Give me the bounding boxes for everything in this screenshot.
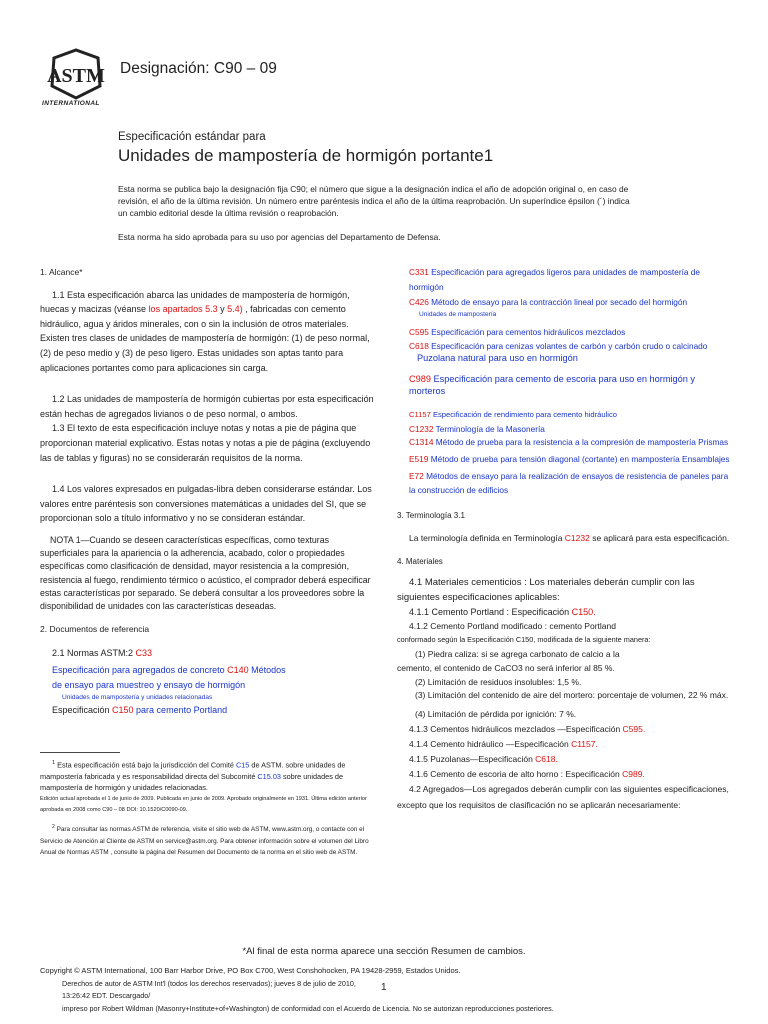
link-c140[interactable]: C140 [227, 665, 249, 676]
logo-text: INTERNATIONAL [42, 100, 100, 107]
section-1-4: 1.4 Los valores expresados en pulgadas-libra deben considerarse estándar. Los valores entre paréntesis son conversiones matemáticas a unidades del SI, que se proporcionan solo a título informativo y no se consideran estándar. [40, 484, 372, 524]
footnotes [40, 758, 375, 859]
section-1-2: 1.2 Las unidades de mampostería de hormigón cubiertas por esta especificación están hechas de agregados livianos o de peso normal, o ambos. [40, 394, 374, 419]
ref-c426[interactable]: C426 Método de ensayo para la contracción lineal por secado del hormigón [409, 297, 688, 307]
footnote-rule [40, 752, 120, 753]
footnote-2: $^2$ Para consultar las normas ASTM de referencia, visite el sitio web de ASTM, www.astm.org, o contacte con el Servicio de Atención al Cliente de ASTM en service@astm.org. Para obtener información sobre el volumen del Libro Anual de Normas ASTM , consulte la página del Resumen del Documento de la norma en el sitio web de ASTM. [40, 823, 369, 857]
link-c33[interactable]: C33 [135, 647, 153, 658]
intro-dod-note: Esta norma ha sido aprobada para su uso por agencias del Departamento de Defensa. [118, 232, 441, 242]
page-number: 1 [381, 982, 387, 993]
designation: Designación: C90 – 09 [120, 60, 277, 77]
ref-c1157[interactable]: C1157 Especificación de rendimiento para cemento hidráulico [409, 409, 617, 419]
ref-c140: Especificación para agregados de concreto C140 Métodos [52, 665, 286, 676]
link-5-4[interactable]: 5.4) [227, 304, 243, 315]
ref-c1232[interactable]: C1232 Terminología de la Masonería [409, 423, 545, 434]
section-4-1-3: 4.1.3 Cementos hidráulicos mezclados —Especificación C595. [409, 724, 646, 735]
section-3-heading: 3. Terminología 3.1 [397, 510, 465, 520]
ref-c595[interactable]: C595 Especificación para cementos hidráulicos mezclados [409, 326, 626, 337]
summary-of-changes-note: *Al final de esta norma aparece una sección Resumen de cambios. [242, 946, 526, 957]
section-3-1: La terminología definida en Terminología C1232 se aplicará para esta especificación. [409, 533, 730, 544]
note-1: NOTA 1—Cuando se deseen características específicas, como texturas superficiales para la apariencia o la adherencia, acabado, color o propiedades específicas como clasificación de densidad, mayor resistencia a la compresión, resistencia al fuego, rendimiento térmico o acústico, el comprador deberá especificar estas características por separado. Se deberá consultar a los proveedores sobre la disponibilidad de unidades con las características deseadas. [40, 534, 371, 611]
link-c989[interactable]: C989. [622, 769, 645, 780]
section-4-1-1: 4.1.1 Cemento Portland : Especificación C150. [409, 607, 596, 618]
link-c1157[interactable]: C1157. [571, 739, 598, 750]
rights-line: Derechos de autor de ASTM Int'l (todos los derechos reservados); jueves 8 de julio de 2010, 13:26:42 EDT. Descargado/ [62, 979, 356, 1000]
link-c595[interactable]: C595. [622, 724, 646, 735]
ref-c140-cont2[interactable]: Unidades de mampostería y unidades relacionadas [62, 693, 213, 701]
section-4-1: 4.1 Materiales cementicios : Los materiales deberán cumplir con las siguientes especificaciones aplicables: [397, 577, 695, 604]
section-4-1-6: 4.1.6 Cemento de escoria de alto horno : Especificación C989. [409, 769, 645, 780]
ref-c618-cont[interactable]: Puzolana natural para uso en hormigón [417, 352, 578, 363]
section-2-heading: 2. Documentos de referencia [40, 624, 150, 635]
link-c1232[interactable]: C1232 [564, 533, 590, 544]
section-2-1: 2.1 Normas ASTM:2 C33 [52, 647, 153, 658]
ref-c1314[interactable]: C1314 Método de prueba para la resistencia a la compresión de mampostería Prismas [409, 436, 729, 447]
footnote-1: $^1$ Esta especificación está bajo la jurisdicción del Comité C15 de ASTM. sobre unidades de mampostería fabricada y es responsabilidad directa del Subcomité C15.03 sobre unidades de mampostería de hormigón y unidades relacionadas. [40, 760, 346, 793]
ref-c150: Especificación C150 para cemento Portland [52, 705, 228, 715]
ref-c426-cont[interactable]: Unidades de mampostería [419, 311, 497, 318]
footnote-1-edition: Edición actual aprobada el 1 de junio de 2009. Publicada en junio de 2009. Aprobado originalmente en 1931. Última edición anterior aprobada en 2008 como C90 – 08 DOI: 10.1520/C0090-09. [40, 795, 367, 813]
link-c15[interactable]: C15 [235, 760, 250, 770]
link-portland-cement[interactable]: para cemento Portland [133, 705, 228, 715]
section-4-1-2-b: conformado según la Especificación C150, modificada de la siguiente manera: [397, 635, 651, 645]
intro-paragraph: Esta norma se publica bajo la designación fija C90; el número que sigue a la designación indica el año de adopción original o, en caso de revisión, el año de la última revisión. Un número entre paréntesis indica el año de la última reaprobación. Un superíndice épsilon (´) indica un cambio editorial desde la última revisión o reaprobación. [118, 184, 630, 218]
copyright-line: Copyright © ASTM International, 100 Barr Harbor Drive, PO Box C700, West Conshohocken, PA 19428-2959, Estados Unidos. [40, 966, 461, 975]
link-c150-b[interactable]: C150. [571, 607, 596, 618]
ref-e519[interactable]: E519 Método de prueba para tensión diagonal (cortante) en mampostería Ensamblajes [409, 453, 730, 464]
spec-title: Unidades de mampostería de hormigón portante1 [118, 146, 494, 165]
ref-c331[interactable]: C331 Especificación para agregados ligeros para unidades de mampostería de hormigón [409, 267, 701, 292]
item-ignition: (4) Limitación de pérdida por ignición: 7 %. [415, 709, 577, 720]
left-column [40, 265, 375, 718]
link-c618[interactable]: C618. [535, 754, 558, 765]
ref-e72[interactable]: E72 Métodos de ensayo para la realización de ensayos de resistencia de paneles para la construcción de edificios [409, 470, 729, 495]
printed-line: impreso por Robert Wildman (Masonry+Institute+of+Washington) de conformidad con el Acuerdo de Licencia. No se autorizan reproducciones posteriores. [62, 1004, 554, 1013]
section-1-heading: 1. Alcance* [40, 267, 83, 277]
section-4-1-2: 4.1.2 Cemento Portland modificado : cemento Portland [409, 621, 616, 632]
section-4-1-5: 4.1.5 Puzolanas—Especificación C618. [409, 754, 558, 765]
link-c150[interactable]: C150 [112, 705, 134, 715]
section-4-2: 4.2 Agregados—Los agregados deberán cumplir con las siguientes especificaciones, excepto que los requisitos de clasificación no se aplicarán necesariamente: [397, 784, 729, 810]
astm-logo [40, 48, 112, 112]
link-c15-03[interactable]: C15.03 [257, 771, 281, 781]
section-1-1: 1.1 Esta especificación abarca las unidades de mampostería de hormigón, huecas y macizas (véanse los apartados 5.3 y 5.4) , fabricadas con cemento hidráulico, agua y áridos minerales, con o sin la inclusión de otros materiales. Existen tres clases de unidades de mampostería de hormigón: (1) de peso normal, (2) de peso medio y (3) de peso ligero. Estas unidades son aptas tanto para aplicaciones portantes como para aplicaciones sin carga. [40, 289, 370, 373]
section-4-heading: 4. Materiales [397, 556, 443, 566]
item-limestone: (1) Piedra caliza: si se agrega carbonato de calcio a la [415, 649, 620, 660]
right-column [397, 265, 732, 813]
link-5-3[interactable]: los apartados 5.3 [148, 304, 218, 315]
ref-c618[interactable]: C618 Especificación para cenizas volantes de carbón y carbón crudo o calcinado [409, 340, 708, 351]
section-1-3: 1.3 El texto de esta especificación incluye notas y notas a pie de página que proporcionan material explicativo. Estas notas y notas a pie de página (excluyendo las de tablas y figuras) no se considerarán requisitos de la norma. [40, 423, 371, 463]
link-concrete-aggregates[interactable]: Especificación para agregados de concreto [52, 665, 228, 676]
spec-subtitle: Especificación estándar para [118, 131, 266, 143]
item-insoluble: (2) Limitación de residuos insolubles: 1,5 %. [415, 677, 582, 688]
ref-c140-cont[interactable]: de ensayo para muestreo y ensayo de hormigón [52, 679, 246, 690]
svg-text:ASTM: ASTM [47, 65, 105, 87]
ref-c989[interactable]: C989 Especificación para cemento de escoria para uso en hormigón y morteros [409, 373, 696, 396]
section-4-1-4: 4.1.4 Cemento hidráulico —Especificación C1157. [409, 739, 598, 750]
item-air-content: (3) Limitación del contenido de aire del mortero: porcentaje de volumen, 22 % máx. [415, 690, 729, 701]
item-limestone-b: cemento, el contenido de CaCO3 no será inferior al 85 %. [397, 663, 615, 674]
